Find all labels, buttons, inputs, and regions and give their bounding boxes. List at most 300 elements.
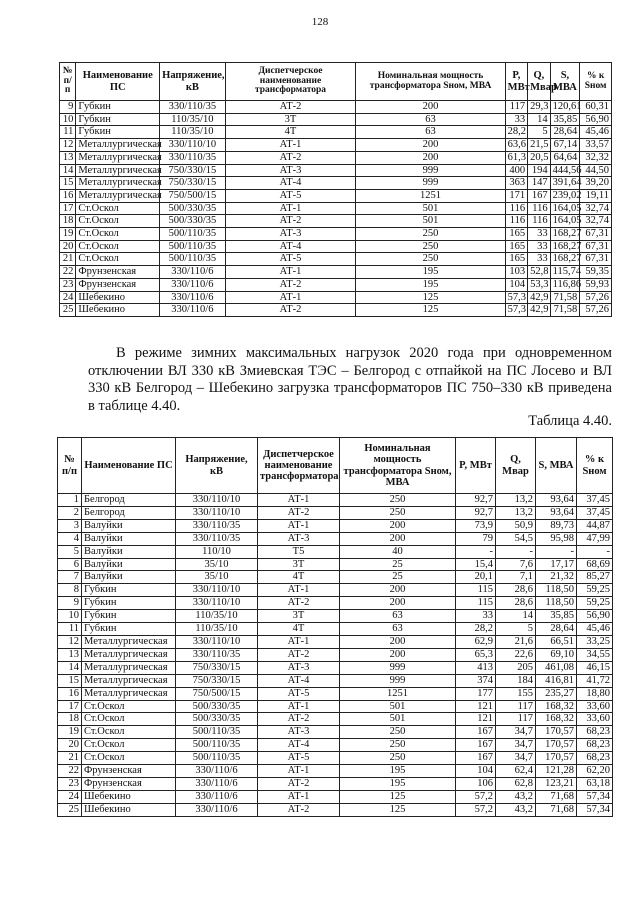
cell-number: 11 [60,126,76,139]
col-header-percent: % к Sном [580,63,612,101]
cell-number: 2 [58,506,82,519]
cell-q: 33 [528,253,550,266]
col-header-q: Q, Мвар [528,63,550,101]
cell-p: 65,3 [456,648,496,661]
cell-number: 23 [60,278,76,291]
cell-substation: Металлургическая [76,177,160,190]
cell-voltage: 750/500/15 [160,189,225,202]
cell-number: 3 [58,519,82,532]
cell-percent: 34,55 [577,648,613,661]
table-row [60,253,612,266]
cell-percent: 63,18 [577,777,613,790]
cell-voltage: 330/110/6 [176,790,258,803]
cell-p: 28,2 [456,623,496,636]
table-row [58,752,613,765]
table-row [60,304,612,317]
cell-dispatch-name: АТ-4 [258,739,340,752]
cell-voltage: 500/110/35 [176,752,258,765]
cell-number: 21 [60,253,76,266]
cell-substation: Металлургическая [82,674,176,687]
cell-p: 33 [505,113,527,126]
cell-q: 50,9 [496,519,536,532]
table-row [58,494,613,507]
cell-rated-power: 200 [356,101,505,114]
cell-dispatch-name: АТ-2 [225,278,356,291]
cell-number: 8 [58,584,82,597]
cell-voltage: 500/330/35 [160,215,225,228]
cell-dispatch-name: АТ-2 [258,713,340,726]
cell-substation: Металлургическая [82,648,176,661]
cell-voltage: 330/110/10 [176,597,258,610]
cell-p: 92,7 [456,494,496,507]
cell-p: 73,9 [456,519,496,532]
cell-rated-power: 200 [340,584,456,597]
cell-dispatch-name: 3Т [225,113,356,126]
cell-substation: Губкин [82,623,176,636]
cell-dispatch-name: 4Т [225,126,356,139]
cell-percent: 19,11 [580,189,612,202]
cell-rated-power: 200 [340,648,456,661]
cell-dispatch-name: АТ-4 [225,177,356,190]
cell-p: 57,2 [456,790,496,803]
cell-number: 10 [58,610,82,623]
cell-substation: Белгород [82,494,176,507]
cell-q: 20,5 [528,151,550,164]
cell-q: 7,6 [496,558,536,571]
cell-p: 121 [456,700,496,713]
cell-voltage: 750/330/15 [160,177,225,190]
table-row [60,240,612,253]
cell-percent: 68,23 [577,752,613,765]
transformer-load-table-4-40 [57,437,613,817]
cell-s: 28,64 [550,126,580,139]
cell-substation: Ст.Оскол [76,228,160,241]
cell-s: 64,64 [550,151,580,164]
cell-voltage: 500/330/35 [160,202,225,215]
cell-percent: 32,74 [580,202,612,215]
cell-s: 461,08 [536,661,577,674]
cell-number: 19 [60,228,76,241]
cell-substation: Валуйки [82,545,176,558]
cell-percent: 59,35 [580,266,612,279]
cell-number: 9 [58,597,82,610]
cell-s: 121,28 [536,765,577,778]
cell-percent: 47,99 [577,532,613,545]
table-row [58,700,613,713]
cell-dispatch-name: АТ-4 [258,674,340,687]
table-row [58,635,613,648]
cell-substation: Ст.Оскол [76,215,160,228]
cell-number: 1 [58,494,82,507]
cell-percent: 32,74 [580,215,612,228]
cell-percent: 85,27 [577,571,613,584]
cell-number: 15 [58,674,82,687]
cell-rated-power: 250 [356,253,505,266]
cell-number: 9 [60,101,76,114]
cell-number: 22 [58,765,82,778]
cell-q: 21,6 [496,635,536,648]
cell-percent: 59,25 [577,597,613,610]
cell-rated-power: 63 [356,126,505,139]
cell-percent: 37,45 [577,494,613,507]
cell-number: 24 [60,291,76,304]
cell-s: 66,51 [536,635,577,648]
cell-s: 118,50 [536,597,577,610]
cell-percent: 18,80 [577,687,613,700]
cell-dispatch-name: АТ-3 [258,532,340,545]
cell-number: 4 [58,532,82,545]
col-header-number: № п/п [60,63,76,101]
cell-p: 33 [456,610,496,623]
cell-voltage: 110/35/10 [176,610,258,623]
cell-s: 35,85 [536,610,577,623]
cell-rated-power: 195 [340,765,456,778]
cell-rated-power: 1251 [340,687,456,700]
cell-percent: 68,23 [577,739,613,752]
cell-substation: Металлургическая [82,635,176,648]
cell-percent: 57,26 [580,304,612,317]
cell-dispatch-name: АТ-2 [258,648,340,661]
cell-dispatch-name: АТ-1 [258,494,340,507]
cell-number: 20 [60,240,76,253]
cell-s: 21,32 [536,571,577,584]
cell-q: 155 [496,687,536,700]
cell-s: 69,10 [536,648,577,661]
cell-voltage: 500/110/35 [160,228,225,241]
cell-percent: 33,60 [577,700,613,713]
table-row [58,597,613,610]
cell-s: 116,86 [550,278,580,291]
cell-dispatch-name: АТ-2 [225,151,356,164]
cell-p: 63,6 [505,139,527,152]
cell-p: 61,3 [505,151,527,164]
cell-q: 34,7 [496,726,536,739]
cell-rated-power: 200 [356,151,505,164]
cell-percent: 57,34 [577,803,613,816]
cell-rated-power: 1251 [356,189,505,202]
cell-s: 444,56 [550,164,580,177]
cell-dispatch-name: АТ-1 [258,519,340,532]
cell-percent: 33,25 [577,635,613,648]
cell-dispatch-name: АТ-2 [258,777,340,790]
table-row [58,713,613,726]
cell-p: 103 [505,266,527,279]
cell-q: 28,6 [496,584,536,597]
cell-number: 12 [60,139,76,152]
cell-voltage: 330/110/35 [176,519,258,532]
cell-dispatch-name: АТ-2 [258,597,340,610]
table-row [58,610,613,623]
cell-voltage: 330/110/6 [176,765,258,778]
cell-voltage: 500/110/35 [176,726,258,739]
col-header-rated-power: Номинальная мощность трансформатора Sном, МВА [340,438,456,494]
cell-voltage: 110/35/10 [176,623,258,636]
cell-number: 18 [60,215,76,228]
table-header-row [58,438,613,494]
cell-q: 62,4 [496,765,536,778]
cell-number: 12 [58,635,82,648]
cell-substation: Шебекино [76,304,160,317]
cell-rated-power: 125 [356,291,505,304]
body-paragraph: В режиме зимних максимальных нагрузок 2020 года при одновременном отключении ВЛ 330 кВ Змиевская ТЭС – Белгород с отпайкой на ПС Лосево и ВЛ 330 кВ Белгород – Шебекино загрузка трансформаторов ПС 750–330 кВ приведена в таблице 4.40. [88,345,612,414]
cell-number: 13 [58,648,82,661]
cell-number: 19 [58,726,82,739]
cell-rated-power: 200 [340,635,456,648]
cell-substation: Металлургическая [76,164,160,177]
table-caption: Таблица 4.40. [528,413,612,429]
cell-s: 235,27 [536,687,577,700]
col-header-dispatch-name: Диспетчерское наименование трансформатора [258,438,340,494]
cell-q: 42,9 [528,291,550,304]
table-row [60,291,612,304]
cell-voltage: 35/10 [176,558,258,571]
cell-dispatch-name: АТ-2 [225,101,356,114]
cell-voltage: 750/330/15 [160,164,225,177]
cell-substation: Губкин [82,597,176,610]
cell-dispatch-name: АТ-1 [258,700,340,713]
table-row [58,519,613,532]
cell-voltage: 330/110/6 [160,304,225,317]
cell-substation: Металлургическая [76,139,160,152]
cell-p: 79 [456,532,496,545]
cell-percent: 56,90 [577,610,613,623]
cell-percent: 68,69 [577,558,613,571]
cell-voltage: 330/110/10 [160,139,225,152]
table-row [60,151,612,164]
cell-percent: 59,93 [580,278,612,291]
cell-q: 147 [528,177,550,190]
cell-q: 205 [496,661,536,674]
cell-rated-power: 25 [340,571,456,584]
cell-s: 170,57 [536,726,577,739]
col-header-substation: Наименование ПС [82,438,176,494]
cell-number: 17 [60,202,76,215]
cell-p: 177 [456,687,496,700]
cell-substation: Металлургическая [82,661,176,674]
cell-s: 123,21 [536,777,577,790]
cell-dispatch-name: АТ-1 [225,291,356,304]
cell-number: 6 [58,558,82,571]
cell-number: 5 [58,545,82,558]
table-row [60,215,612,228]
transformer-load-table-continued [59,62,612,317]
cell-number: 16 [58,687,82,700]
cell-substation: Губкин [82,610,176,623]
table-row [60,126,612,139]
cell-percent: 32,32 [580,151,612,164]
cell-voltage: 330/110/10 [176,506,258,519]
col-header-voltage: Напряжение, кВ [160,63,225,101]
cell-percent: 56,90 [580,113,612,126]
col-header-dispatch-name: Диспетчерское наименование трансформатора [225,63,356,101]
cell-voltage: 330/110/6 [176,803,258,816]
cell-p: 115 [456,597,496,610]
cell-p: 117 [505,101,527,114]
cell-p: 57,3 [505,304,527,317]
cell-q: 13,2 [496,506,536,519]
table-row [58,623,613,636]
cell-dispatch-name: АТ-1 [258,584,340,597]
cell-p: 15,4 [456,558,496,571]
col-header-s: S, МВА [536,438,577,494]
cell-rated-power: 501 [340,713,456,726]
cell-voltage: 330/110/10 [176,584,258,597]
cell-rated-power: 200 [356,139,505,152]
cell-percent: 46,15 [577,661,613,674]
cell-rated-power: 250 [340,494,456,507]
cell-number: 14 [58,661,82,674]
cell-dispatch-name: 3Т [258,610,340,623]
cell-dispatch-name: АТ-1 [258,765,340,778]
cell-substation: Фрунзенская [82,777,176,790]
table-row [58,584,613,597]
cell-rated-power: 195 [356,278,505,291]
cell-voltage: 500/110/35 [176,739,258,752]
cell-q: 43,2 [496,803,536,816]
cell-voltage: 110/35/10 [160,126,225,139]
cell-q: 184 [496,674,536,687]
cell-number: 25 [60,304,76,317]
cell-s: 164,05 [550,215,580,228]
cell-percent: 44,50 [580,164,612,177]
cell-substation: Фрунзенская [82,765,176,778]
cell-substation: Валуйки [82,571,176,584]
table-body [60,101,612,317]
cell-percent: 39,20 [580,177,612,190]
cell-s: 67,14 [550,139,580,152]
table-row [60,177,612,190]
cell-substation: Шебекино [82,790,176,803]
cell-dispatch-name: Т5 [258,545,340,558]
cell-percent: 41,72 [577,674,613,687]
cell-dispatch-name: АТ-3 [258,726,340,739]
cell-number: 16 [60,189,76,202]
cell-substation: Ст.Оскол [82,713,176,726]
cell-dispatch-name: АТ-3 [225,228,356,241]
cell-s: 168,27 [550,240,580,253]
cell-p: 165 [505,253,527,266]
cell-dispatch-name: 4Т [258,571,340,584]
table-row [60,101,612,114]
cell-rated-power: 501 [356,215,505,228]
cell-percent: 68,23 [577,726,613,739]
table-row [60,189,612,202]
cell-substation: Губкин [76,101,160,114]
cell-p: 104 [505,278,527,291]
cell-voltage: 500/330/35 [176,713,258,726]
cell-rated-power: 250 [340,752,456,765]
cell-dispatch-name: АТ-3 [258,661,340,674]
cell-percent: - [577,545,613,558]
cell-substation: Фрунзенская [76,278,160,291]
cell-voltage: 500/330/35 [176,700,258,713]
cell-p: 28,2 [505,126,527,139]
cell-rated-power: 200 [340,519,456,532]
cell-s: 35,85 [550,113,580,126]
cell-dispatch-name: АТ-1 [225,139,356,152]
cell-rated-power: 195 [356,266,505,279]
cell-q: 53,3 [528,278,550,291]
cell-dispatch-name: АТ-1 [225,266,356,279]
cell-p: 57,2 [456,803,496,816]
cell-s: 71,58 [550,304,580,317]
cell-dispatch-name: АТ-2 [225,304,356,317]
cell-substation: Ст.Оскол [82,700,176,713]
cell-number: 10 [60,113,76,126]
cell-q: 167 [528,189,550,202]
cell-dispatch-name: АТ-5 [225,253,356,266]
cell-p: 167 [456,752,496,765]
cell-voltage: 110/35/10 [160,113,225,126]
cell-rated-power: 63 [356,113,505,126]
table-row [60,202,612,215]
cell-voltage: 330/110/6 [160,278,225,291]
table-row [58,726,613,739]
cell-s: 89,73 [536,519,577,532]
table-row [60,228,612,241]
cell-q: 5 [528,126,550,139]
cell-s: 115,74 [550,266,580,279]
cell-percent: 45,46 [580,126,612,139]
cell-dispatch-name: АТ-5 [225,189,356,202]
cell-rated-power: 25 [340,558,456,571]
cell-q: 7,1 [496,571,536,584]
cell-s: 170,57 [536,752,577,765]
cell-q: 52,8 [528,266,550,279]
col-header-number: № п/п [58,438,82,494]
cell-q: 62,8 [496,777,536,790]
cell-voltage: 750/500/15 [176,687,258,700]
cell-voltage: 330/110/10 [176,635,258,648]
cell-dispatch-name: АТ-2 [225,215,356,228]
cell-s: 120,61 [550,101,580,114]
cell-percent: 33,60 [577,713,613,726]
cell-p: - [456,545,496,558]
cell-q: 117 [496,713,536,726]
cell-rated-power: 999 [356,164,505,177]
cell-percent: 67,31 [580,240,612,253]
cell-p: 363 [505,177,527,190]
cell-substation: Валуйки [82,519,176,532]
cell-substation: Металлургическая [82,687,176,700]
cell-voltage: 35/10 [176,571,258,584]
cell-q: 14 [528,113,550,126]
table-body [58,494,613,817]
cell-rated-power: 125 [340,790,456,803]
cell-s: 28,64 [536,623,577,636]
cell-substation: Ст.Оскол [82,726,176,739]
cell-voltage: 330/110/6 [160,266,225,279]
cell-voltage: 110/10 [176,545,258,558]
col-header-s: S, МВА [550,63,580,101]
cell-q: 116 [528,215,550,228]
cell-rated-power: 999 [340,661,456,674]
cell-substation: Ст.Оскол [82,752,176,765]
table-row [58,661,613,674]
cell-p: 57,3 [505,291,527,304]
table-row [60,278,612,291]
cell-substation: Фрунзенская [76,266,160,279]
cell-rated-power: 250 [340,739,456,752]
table-row [58,803,613,816]
col-header-voltage: Напряжение, кВ [176,438,258,494]
cell-s: 168,27 [550,228,580,241]
cell-rated-power: 125 [356,304,505,317]
cell-s: 71,68 [536,803,577,816]
cell-voltage: 330/110/35 [176,648,258,661]
cell-number: 21 [58,752,82,765]
cell-rated-power: 501 [340,700,456,713]
